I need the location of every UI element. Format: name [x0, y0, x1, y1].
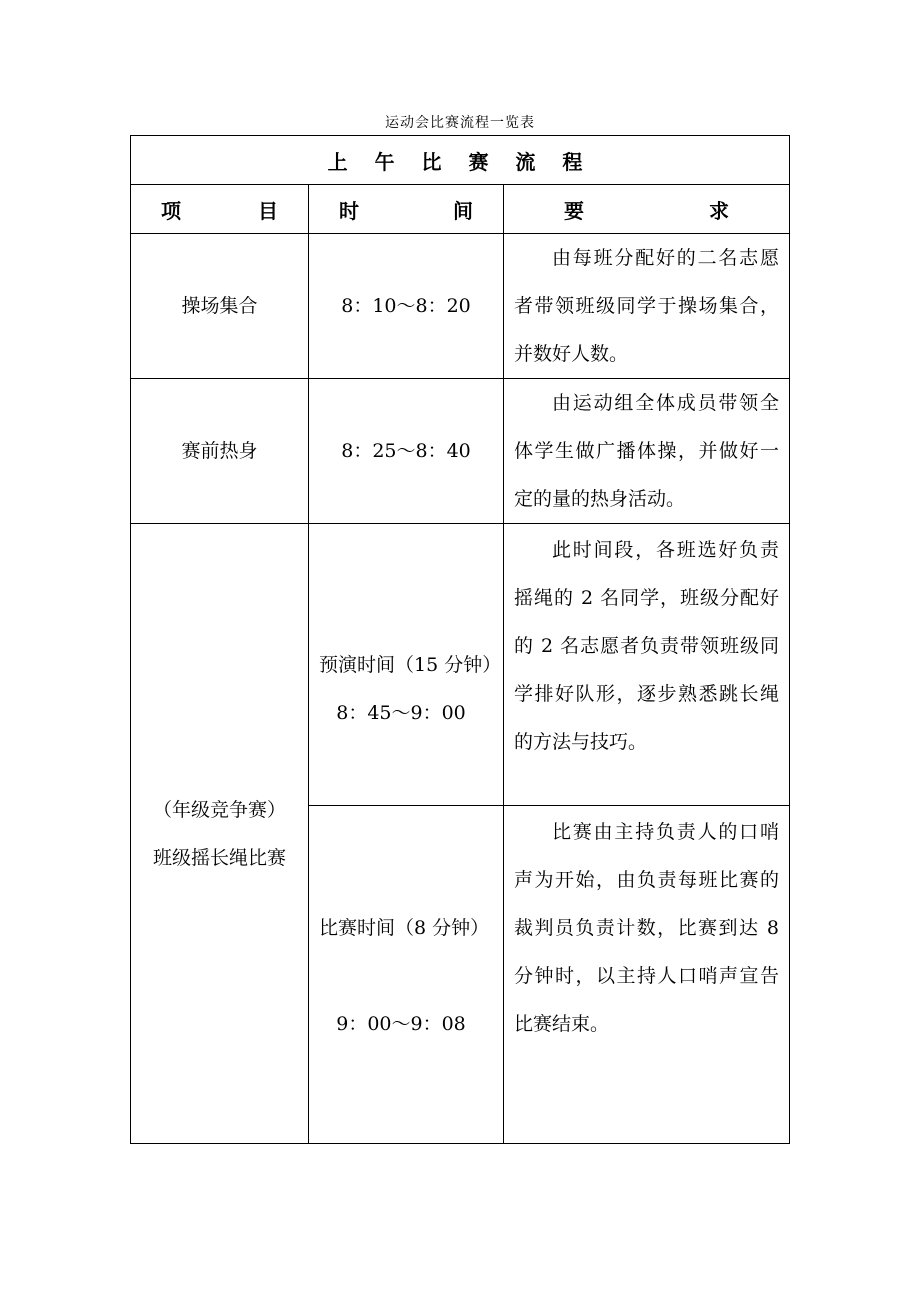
time-range: 9：00～9：08 — [336, 1013, 466, 1035]
item-cell: 赛前热身 — [131, 379, 309, 524]
column-header-item — [131, 185, 309, 234]
requirement-cell: 比赛由主持负责人的口哨声为开始，由负责每班比赛的裁判员负责计数，比赛到达 8 分钟时，以主持人口哨声宣告比赛结束。 — [504, 806, 790, 1144]
column-header-time-char2: 间 — [453, 198, 473, 223]
table-row — [131, 379, 790, 524]
column-header-item-char1: 项 — [161, 198, 181, 223]
time-range: 8：45～9：00 — [336, 701, 466, 724]
section-title: 上 午 比 赛 流 程 — [131, 136, 790, 185]
column-header-item-char2: 目 — [258, 198, 278, 223]
item-line-2: 班级摇长绳比赛 — [152, 846, 286, 869]
time-cell: 8：10～8：20 — [309, 234, 504, 379]
requirement-cell: 由运动组全体成员带领全体学生做广播体操，并做好一定的量的热身活动。 — [504, 379, 790, 524]
column-header-row — [131, 185, 790, 234]
document-title: 运动会比赛流程一览表 — [385, 115, 535, 131]
time-cell — [309, 806, 504, 1144]
item-cell — [131, 524, 309, 1144]
time-cell — [309, 524, 504, 806]
section-header-row — [131, 136, 790, 185]
time-label: 比赛时间（8 分钟） — [319, 917, 490, 939]
requirement-cell: 此时间段，各班选好负责摇绳的 2 名同学，班级分配好的 2 名志愿者负责带领班级同学排好队形，逐步熟悉跳长绳的方法与技巧。 — [504, 524, 790, 806]
item-cell: 操场集合 — [131, 234, 309, 379]
item-line-1: （年级竞争赛） — [152, 798, 286, 821]
column-header-requirement — [504, 185, 790, 234]
column-header-requirement-char2: 求 — [709, 198, 729, 223]
column-header-time-char1: 时 — [339, 198, 359, 223]
column-header-requirement-char1: 要 — [564, 198, 584, 223]
table-row — [131, 234, 790, 379]
time-label: 预演时间（15 分钟） — [319, 653, 502, 676]
requirement-cell: 由每班分配好的二名志愿者带领班级同学于操场集合，并数好人数。 — [504, 234, 790, 379]
time-cell: 8：25～8：40 — [309, 379, 504, 524]
schedule-table — [130, 135, 790, 1144]
table-row — [131, 524, 790, 806]
column-header-time — [309, 185, 504, 234]
